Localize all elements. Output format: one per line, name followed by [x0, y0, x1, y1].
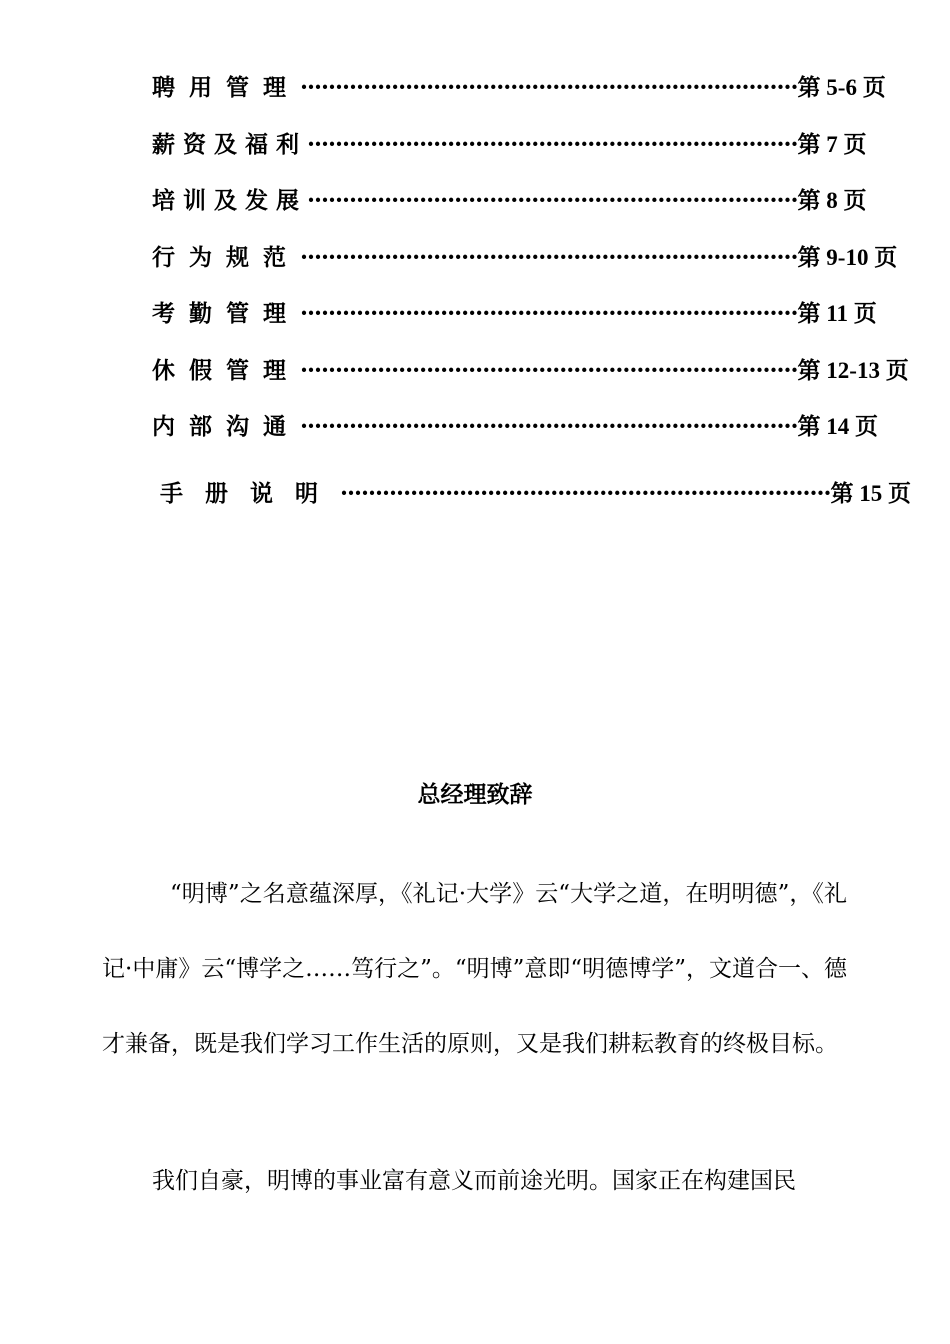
- letter-title: 总经理致辞: [417, 782, 533, 808]
- toc-entry-title: 内部沟通: [152, 413, 300, 440]
- toc-entry-page: 第 7 页: [797, 132, 867, 157]
- toc-entry-page: 第 15 页: [830, 481, 912, 506]
- toc-entry-title: 聘用管理: [152, 74, 300, 101]
- toc-leader-dots: ·······································································: [300, 413, 798, 440]
- toc-entry: [152, 294, 877, 334]
- toc-entry-title: 考勤管理: [152, 300, 300, 327]
- toc-entry: [152, 407, 878, 447]
- toc-entry-page: 第 11 页: [797, 301, 877, 326]
- toc-entry: [152, 125, 867, 165]
- toc-entry-page: 第 9-10 页: [797, 245, 898, 270]
- toc-leader-dots: ······································································: [307, 131, 798, 158]
- toc-leader-dots: ······································································: [307, 187, 798, 214]
- toc-entry: [160, 474, 911, 514]
- toc-entry-title: 休假管理: [152, 357, 300, 384]
- toc-entry-page: 第 12-13 页: [797, 358, 909, 383]
- letter-paragraph: “明博”之名意蕴深厚，《礼记·大学》云“大学之道，在明明德”，《礼记·中庸》云“博学之……笃行之”。“明博”意即“明德博学”，文道合一、德才兼备，既是我们学习工作生活的原则，又是我们耕耘教育的终极目标。: [102, 881, 847, 1057]
- letter-paragraph: 我们自豪，明博的事业富有意义而前途光明。国家正在构建国民: [152, 1168, 796, 1194]
- toc-entry-page: 第 5-6 页: [797, 75, 886, 100]
- toc-entry: [152, 181, 867, 221]
- toc-entry: [152, 238, 897, 278]
- toc-entry-page: 第 8 页: [797, 188, 867, 213]
- toc-leader-dots: ·······································································: [300, 244, 798, 271]
- toc-leader-dots: ·······································································: [300, 300, 798, 327]
- toc-entry: [152, 68, 886, 108]
- toc-leader-dots: ······································································: [340, 480, 831, 507]
- toc-leader-dots: ·······································································: [300, 357, 798, 384]
- toc-entry-title: 手册说明: [160, 480, 340, 507]
- toc-entry-title: 培训及发展: [152, 187, 307, 214]
- toc-leader-dots: ·······································································: [300, 74, 798, 101]
- toc-entry: [152, 351, 909, 391]
- toc-entry-title: 行为规范: [152, 244, 300, 271]
- toc-entry-page: 第 14 页: [797, 414, 879, 439]
- toc-entry-title: 薪资及福利: [152, 131, 307, 158]
